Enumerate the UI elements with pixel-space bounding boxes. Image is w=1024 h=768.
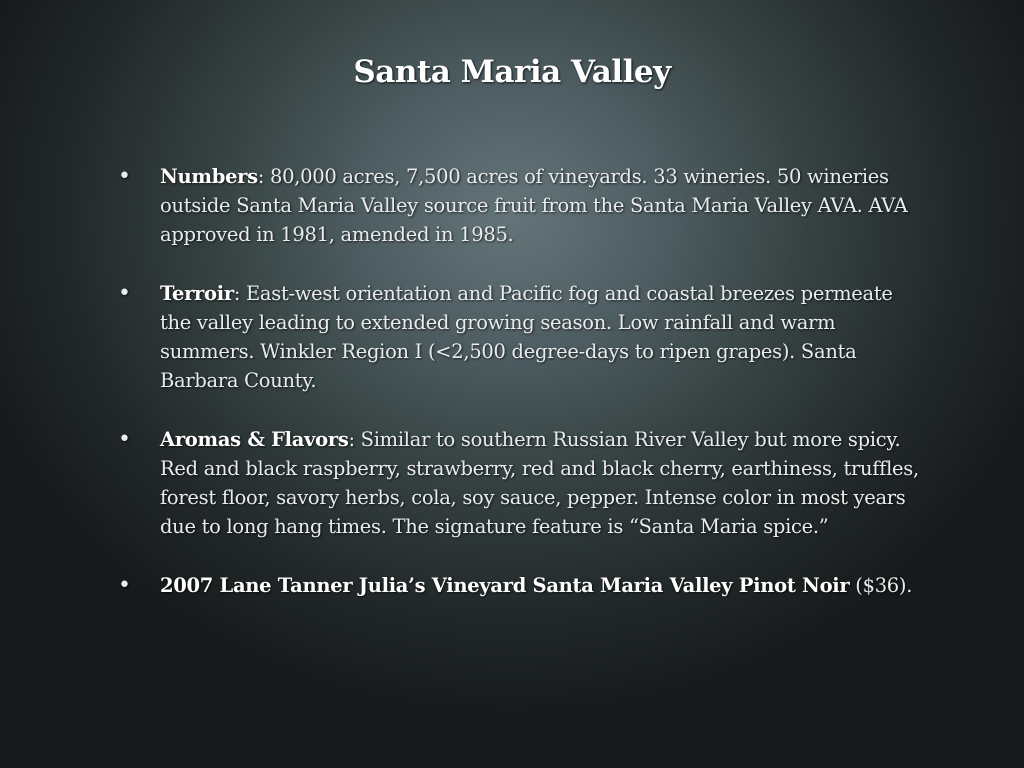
bullet-label: 2007 Lane Tanner Julia’s Vineyard Santa Maria Valley Pinot Noir (160, 574, 850, 597)
bullet-label: Terroir (160, 282, 234, 305)
bullet-numbers (118, 162, 928, 249)
bullet-label: Numbers (160, 165, 258, 188)
bullet-dot-icon: • (118, 427, 131, 452)
bullet-dot-icon: • (118, 573, 131, 598)
bullet-list (118, 162, 928, 600)
bullet-text: : Similar to southern Russian River Valley but more spicy. Red and black raspberry, strawberry, red and black cherry, earthiness, truffles, forest floor, savory herbs, cola, soy sauce, pepper. Intense color in most years due to long hang times. The signature feature is “Santa Maria spice.” (160, 428, 919, 538)
bullet-terroir (118, 279, 928, 395)
bullet-text: : 80,000 acres, 7,500 acres of vineyards. 33 wineries. 50 wineries outside Santa Maria Valley source fruit from the Santa Maria Valley AVA. AVA approved in 1981, amended in 1985. (160, 165, 908, 246)
bullet-dot-icon: • (118, 281, 131, 306)
bullet-label: Aromas & Flavors (160, 428, 349, 451)
bullet-dot-icon: • (118, 164, 131, 189)
bullet-aromas-flavors (118, 425, 928, 541)
bullet-text: : East-west orientation and Pacific fog and coastal breezes permeate the valley leading to extended growing season. Low rainfall and warm summers. Winkler Region I (<2,500 degree-days to ripen grapes). Santa Barbara County. (160, 282, 893, 392)
bullet-featured-wine (118, 571, 928, 600)
bullet-text: ($36). (849, 574, 913, 597)
slide-title: Santa Maria Valley (353, 54, 671, 90)
